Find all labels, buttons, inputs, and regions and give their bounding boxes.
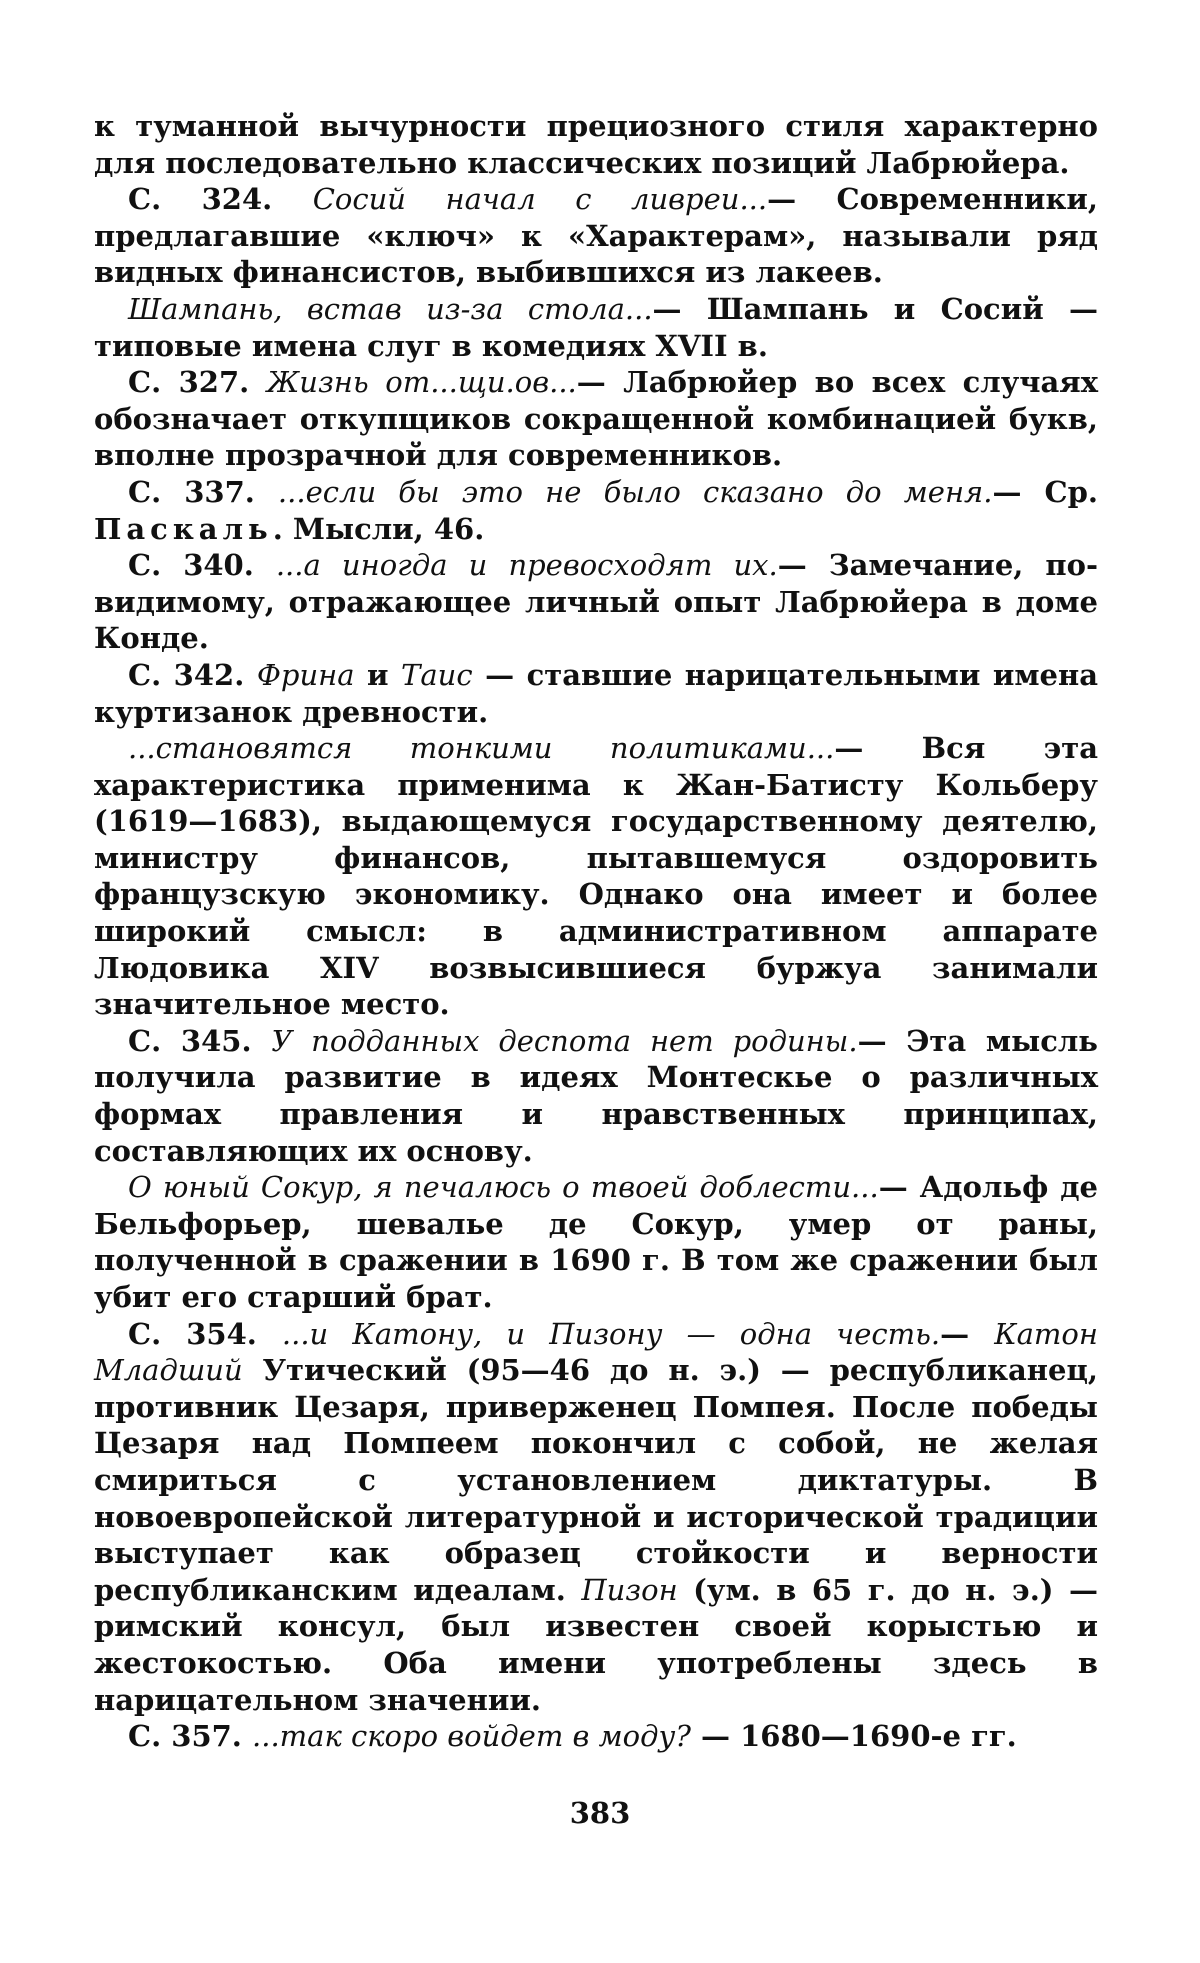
text-run: С. 324. (128, 182, 313, 217)
italic-phrase: ...если бы это не было сказано до меня. (277, 474, 993, 509)
italic-phrase: ...так скоро войдет в моду? (252, 1719, 691, 1754)
text-run: — 1680—1690-е гг. (690, 1719, 1017, 1754)
text-run: и (354, 657, 402, 692)
text-run: — Шампань и Сосий — типовые имена слуг в комедиях XVII в. (94, 291, 1098, 363)
paragraph (94, 1023, 1098, 1169)
text-run: — ставшие нарицательными имена куртизанок древности. (94, 657, 1098, 729)
italic-phrase: Таис (401, 657, 473, 692)
paragraph (94, 657, 1098, 730)
italic-phrase: ...становятся тонкими политиками... (128, 731, 835, 766)
italic-phrase: ...а иногда и превосходят их. (275, 548, 778, 583)
italic-phrase: Сосий начал с ливреи... (312, 182, 768, 217)
page-text (94, 108, 1098, 1755)
text-run: — Вся эта характеристика применима к Жан-Батисту Кольберу (1619—1683), выдающемуся государственному деятелю, министру финансов, пытавшемуся оздоровить французскую экономику. Однако она имеет и более широкий смысл: в административном аппарате Людовика XIV возвысившиеся буржуа занимали значительное место. (94, 731, 1098, 1022)
text-run: . Мысли, 46. (272, 511, 485, 546)
paragraph (94, 181, 1098, 291)
text-run: — Адольф де Бельфорьер, шевалье де Сокур, умер от раны, полученной в сражении в 1690 г. В том же сражении был убит его старший брат. (94, 1170, 1098, 1314)
text-run: С. 327. (128, 365, 267, 400)
paragraph (94, 108, 1098, 181)
text-run: С. 337. (128, 474, 278, 509)
italic-phrase: Фрина (256, 657, 355, 692)
text-run: — Лабрюйер во всех случаях обозначает откупщиков сокращенной комбинацией букв, вполне прозрачной для современников. (94, 365, 1098, 473)
paragraph (94, 547, 1098, 657)
italic-phrase: О юный Сокур, я печалюсь о твоей доблести... (128, 1170, 879, 1205)
paragraph (94, 291, 1098, 364)
paragraph (94, 1718, 1098, 1755)
paragraph (94, 1316, 1098, 1719)
text-run: — Ср. (992, 474, 1098, 509)
text-run: — Современники, предлагавшие «ключ» к «Характерам», называли ряд видных финансистов, выбившихся из лакеев. (94, 182, 1098, 290)
italic-phrase: У подданных деспота нет родины. (271, 1023, 858, 1058)
text-run: (ум. в 65 г. до н. э.) — римский консул, был известен своей корыстью и жестокостью. Оба имени употреблены здесь в нарицательном значении. (94, 1572, 1098, 1717)
text-run: С. 354. (128, 1316, 282, 1351)
text-run: к туманной вычурности прециозного стиля характерно для последовательно классических позиций Лабрюйера. (94, 109, 1098, 180)
italic-phrase: Шампань, встав из-за стола... (128, 291, 653, 326)
paragraph (94, 474, 1098, 547)
paragraph (94, 730, 1098, 1023)
italic-phrase: Жизнь от...щи.ов... (266, 365, 577, 400)
text-run: С. 357. (128, 1719, 253, 1754)
paragraph (94, 1169, 1098, 1315)
text-run: С. 340. (128, 548, 276, 583)
text-run: — Эта мысль получила развитие в идеях Монтескье о различных формах правления и нравственных принципах, составляющих их основу. (94, 1023, 1098, 1168)
italic-phrase: Пизон (581, 1572, 678, 1607)
text-run: С. 342. (128, 657, 257, 692)
page-number: 383 (569, 1796, 631, 1830)
spaced-name: Паскаль (94, 511, 273, 546)
text-run: С. 345. (128, 1023, 272, 1058)
italic-phrase: Катон Младший (94, 1316, 1098, 1388)
paragraph (94, 364, 1098, 474)
italic-phrase: ...и Катону, и Пизону — одна честь. (281, 1316, 941, 1351)
text-run: — (940, 1316, 995, 1351)
text-run: — Замечание, по-видимому, отражающее личный опыт Лабрюйера в доме Конде. (94, 548, 1098, 656)
text-run: Утический (95—46 до н. э.) — республиканец, противник Цезаря, приверженец Помпея. После победы Цезаря над Помпеем покончил с собой, не желая смириться с установлением диктатуры. В новоевропейской литературной и исторической традиции выступает как образец стойкости и верности республиканским идеалам. (94, 1353, 1098, 1607)
